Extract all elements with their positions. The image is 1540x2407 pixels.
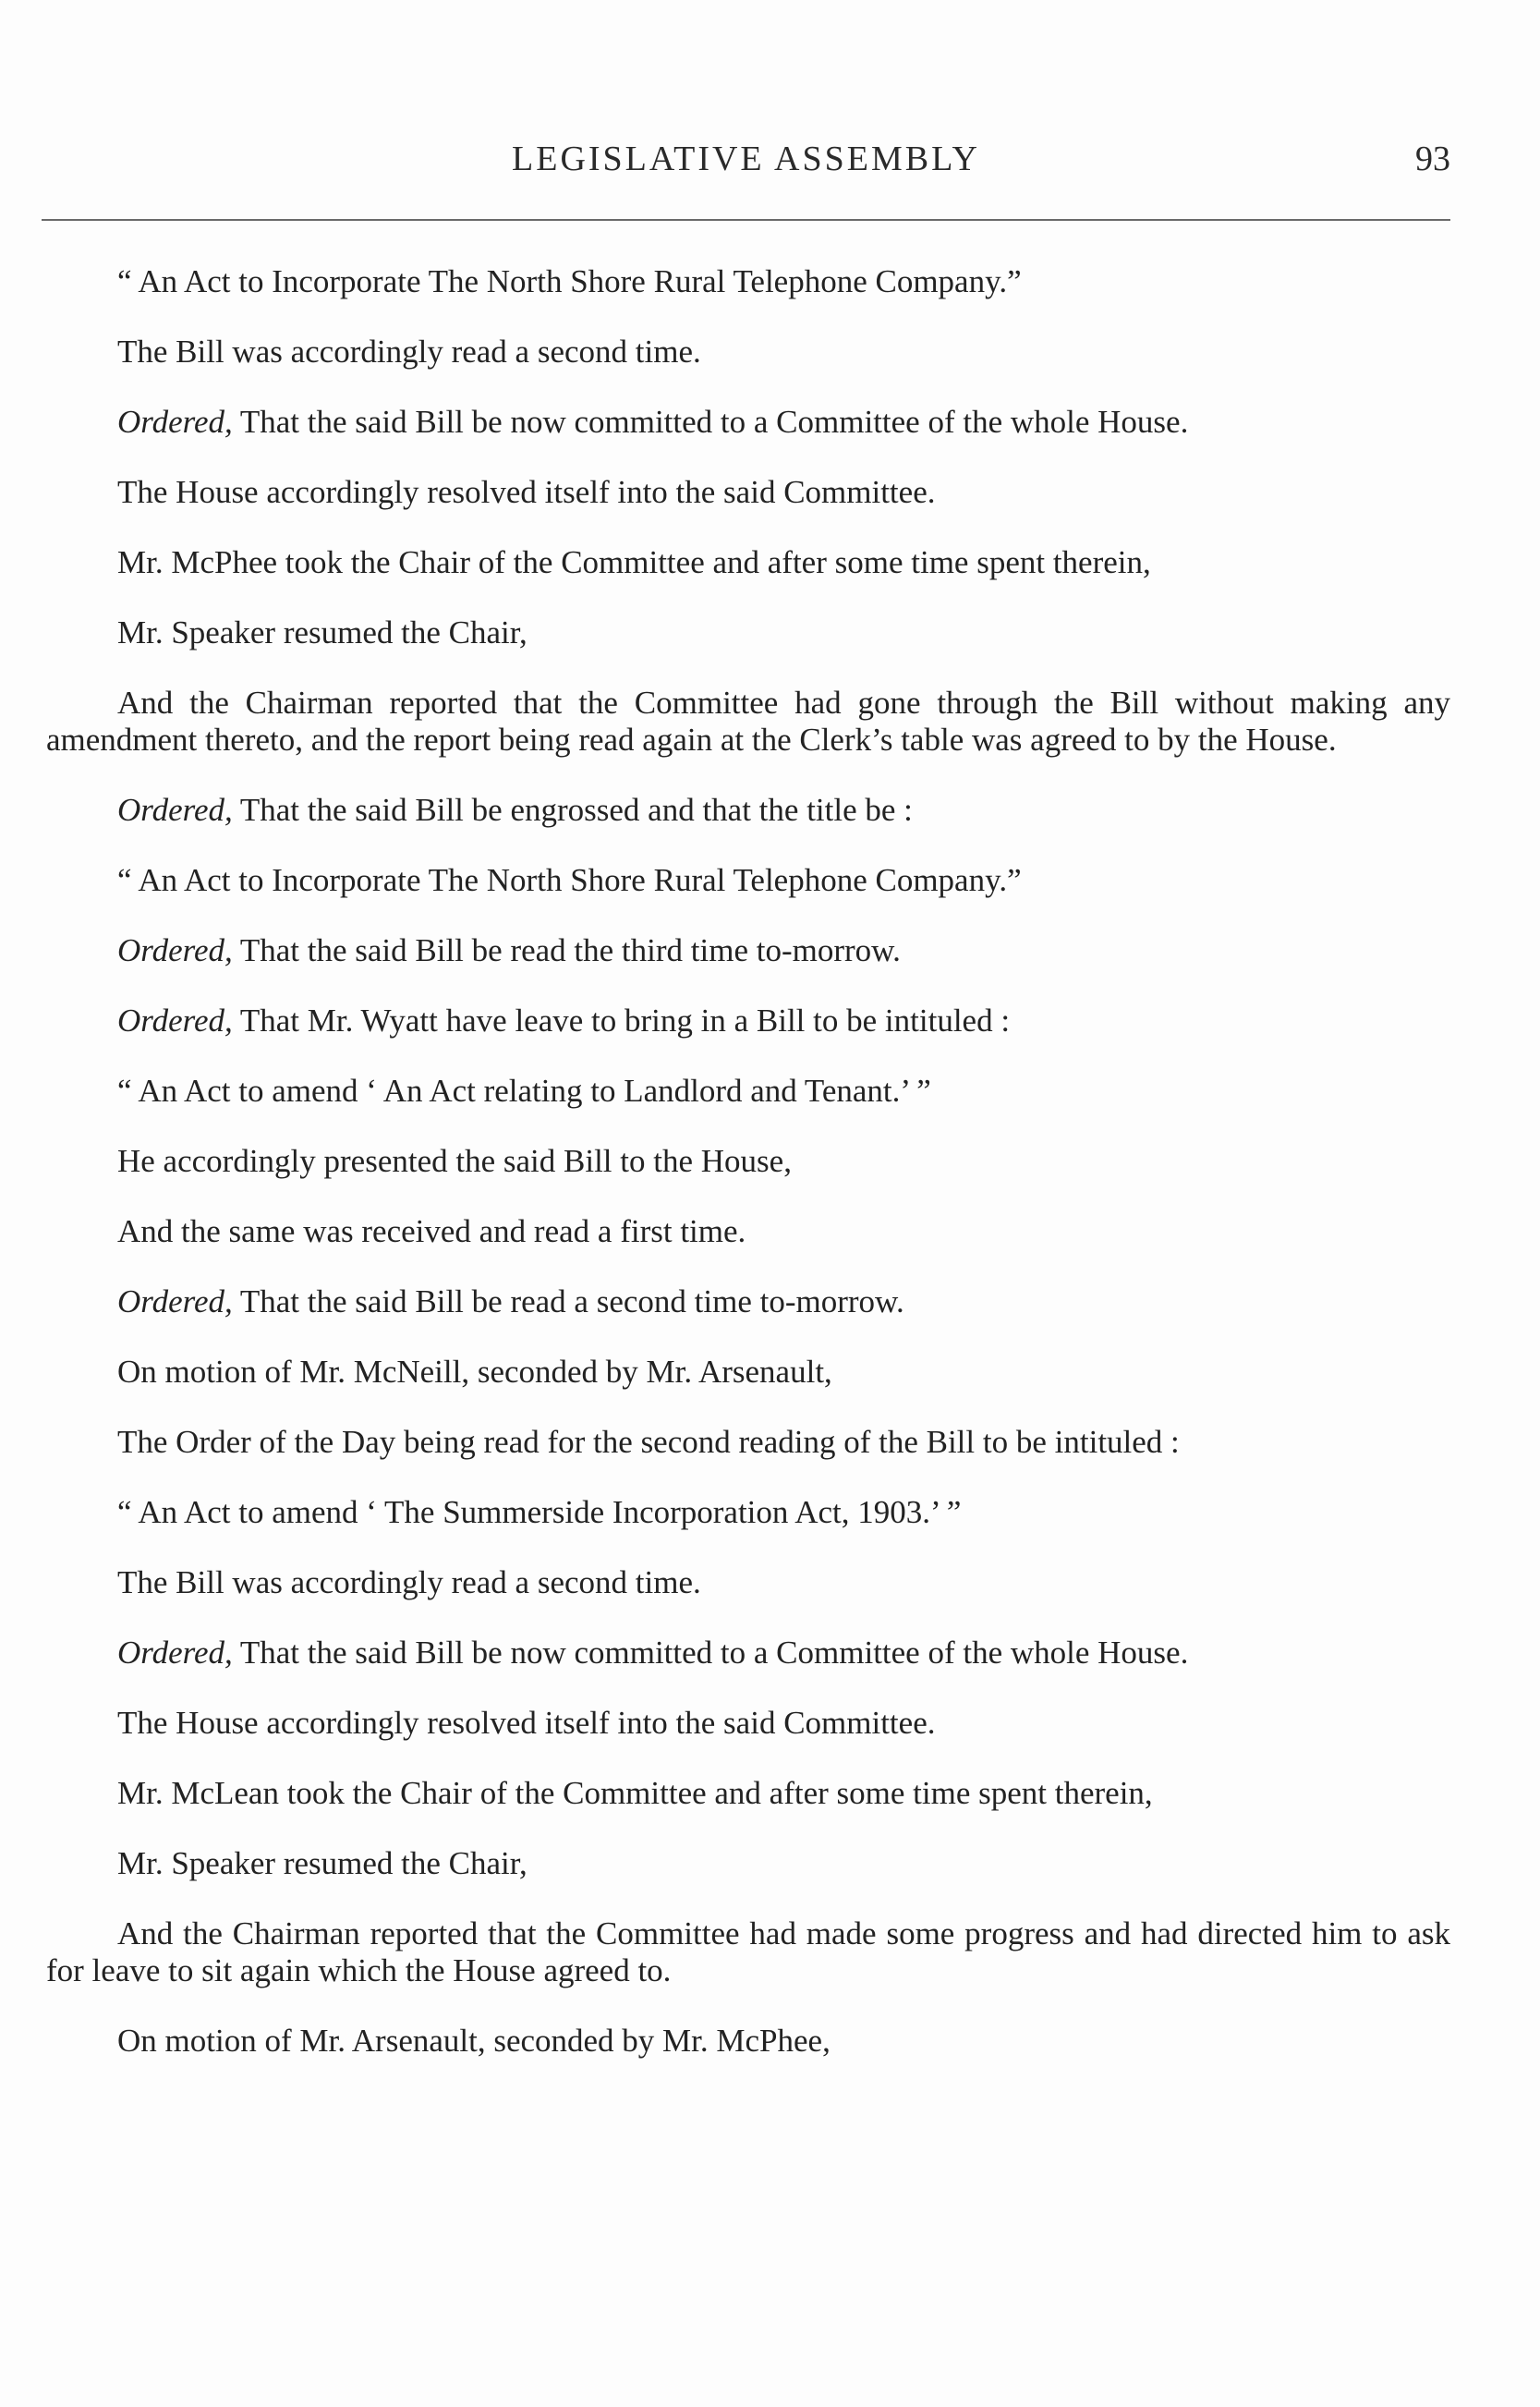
paragraph-text: Mr. McPhee took the Chair of the Committee and after some time spent therein, [117, 544, 1151, 580]
paragraph [46, 1775, 1450, 1812]
paragraph [46, 685, 1450, 759]
paragraph [46, 404, 1450, 441]
paragraph-text: That the said Bill be read a second time to-morrow. [232, 1283, 904, 1319]
paragraph [46, 1003, 1450, 1039]
paragraph-text: The Bill was accordingly read a second time. [117, 334, 701, 370]
paragraph-text: Mr. Speaker resumed the Chair, [117, 614, 527, 650]
paragraph-text: “ An Act to Incorporate The North Shore Rural Telephone Company.” [117, 263, 1022, 299]
paragraph [46, 1915, 1450, 1989]
paragraph-text: That the said Bill be now committed to a Committee of the whole House. [232, 404, 1189, 440]
paragraph-text: He accordingly presented the said Bill to the House, [117, 1143, 792, 1179]
ordered-lead: Ordered, [117, 1283, 233, 1319]
paragraph-text: Mr. Speaker resumed the Chair, [117, 1845, 527, 1881]
page-number: 93 [1415, 140, 1450, 178]
paragraph [46, 1424, 1450, 1461]
paragraph-text: Mr. McLean took the Chair of the Committee and after some time spent therein, [117, 1775, 1153, 1811]
paragraph [46, 263, 1450, 300]
paragraph-text: The Order of the Day being read for the second reading of the Bill to be intituled : [117, 1424, 1180, 1460]
paragraph [46, 1845, 1450, 1882]
paragraph [46, 1705, 1450, 1742]
ordered-lead: Ordered, [117, 404, 233, 440]
header-rule [42, 219, 1450, 221]
paragraph-text: “ An Act to amend ‘ The Summerside Incorporation Act, 1903.’ ” [117, 1494, 962, 1530]
running-head: LEGISLATIVE ASSEMBLY [512, 140, 980, 178]
ordered-lead: Ordered, [117, 792, 233, 828]
paragraph-text: On motion of Mr. McNeill, seconded by Mr. Arsenault, [117, 1354, 832, 1390]
paragraph-text: On motion of Mr. Arsenault, seconded by Mr. McPhee, [117, 2023, 831, 2059]
paragraph-text: That the said Bill be now committed to a Committee of the whole House. [232, 1635, 1189, 1671]
paragraph [46, 932, 1450, 969]
paragraph [46, 474, 1450, 511]
paragraph [46, 862, 1450, 899]
paragraph-text: The House accordingly resolved itself into the said Committee. [117, 1705, 936, 1741]
paragraph-text: And the Chairman reported that the Committee had gone through the Bill without making any amendment thereto, and the report being read again at the Clerk’s table was agreed to by the House. [46, 685, 1450, 758]
ordered-lead: Ordered, [117, 932, 233, 968]
ordered-lead: Ordered, [117, 1003, 233, 1039]
paragraph-text: And the Chairman reported that the Committee had made some progress and had directed him to ask for leave to sit again which the House agreed to. [46, 1915, 1450, 1988]
paragraph-text: That the said Bill be read the third time to-morrow. [232, 932, 901, 968]
paragraph-text: “ An Act to amend ‘ An Act relating to Landlord and Tenant.’ ” [117, 1073, 931, 1109]
paragraph [46, 544, 1450, 581]
paragraph-text: The Bill was accordingly read a second time. [117, 1564, 701, 1600]
paragraph [46, 1283, 1450, 1320]
paragraph-text: The House accordingly resolved itself into the said Committee. [117, 474, 936, 510]
ordered-lead: Ordered, [117, 1635, 233, 1671]
paragraph [46, 614, 1450, 651]
page-header [42, 139, 1450, 194]
paragraph [46, 1354, 1450, 1391]
paragraph [46, 1635, 1450, 1672]
body-text [46, 263, 1450, 2093]
paragraph [46, 334, 1450, 371]
paragraph-text: “ An Act to Incorporate The North Shore Rural Telephone Company.” [117, 862, 1022, 898]
paragraph-text: That Mr. Wyatt have leave to bring in a Bill to be intituled : [232, 1003, 1011, 1039]
paragraph [46, 1564, 1450, 1601]
paragraph [46, 1494, 1450, 1531]
paragraph [46, 792, 1450, 829]
paragraph [46, 1143, 1450, 1180]
paragraph [46, 1073, 1450, 1110]
paragraph-text: That the said Bill be engrossed and that the title be : [232, 792, 913, 828]
paragraph [46, 2023, 1450, 2060]
paragraph [46, 1213, 1450, 1250]
paragraph-text: And the same was received and read a first time. [117, 1213, 746, 1249]
